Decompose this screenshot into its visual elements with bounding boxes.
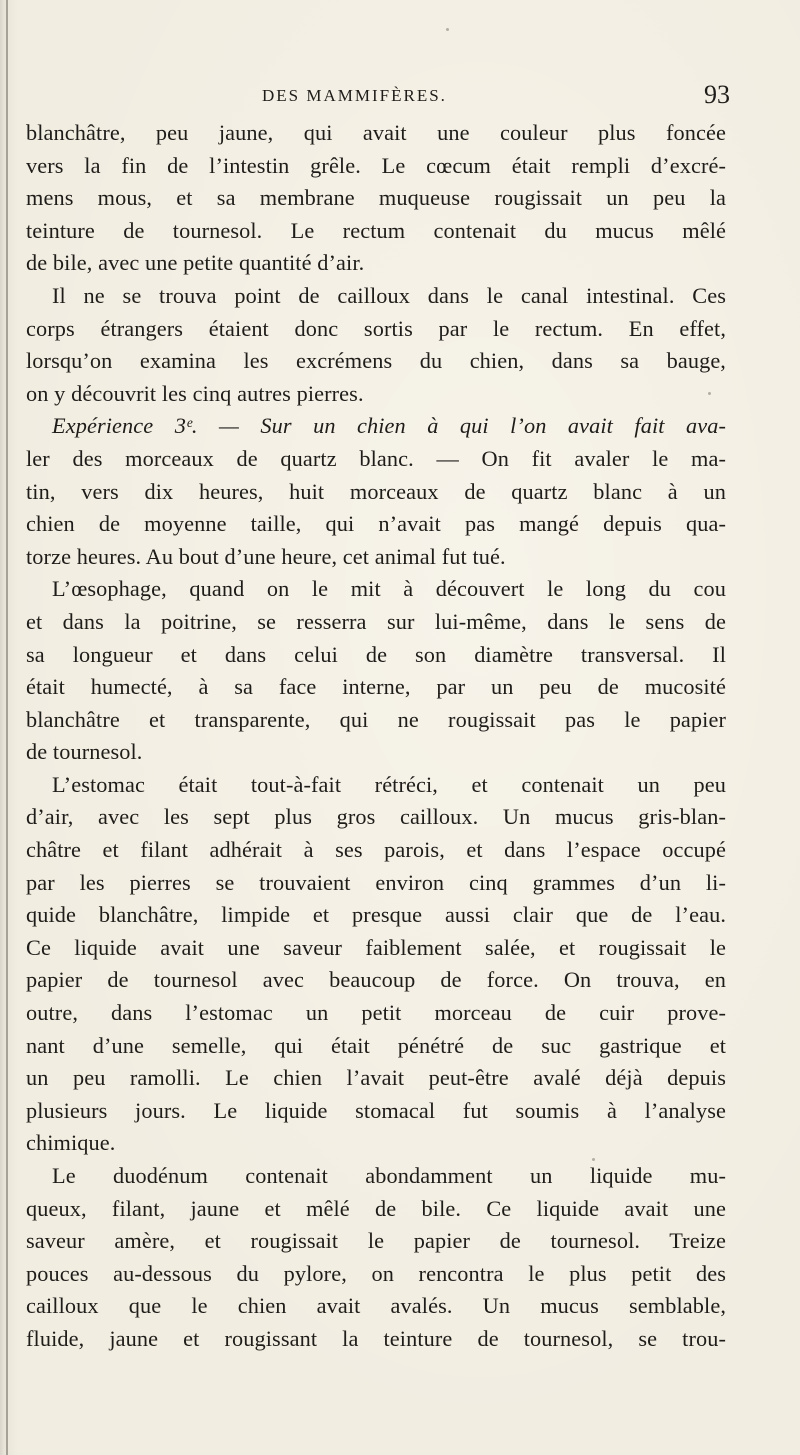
text-line: sa longueur et dans celui de son diamètre transversal. Il <box>26 641 726 667</box>
text-line: plusieurs jours. Le liquide stomacal fut soumis à l’analyse <box>26 1097 726 1123</box>
text-line: L’œsophage, quand on le mit à découvert le long du cou <box>52 576 726 602</box>
text-line: lorsqu’on examina les excrémens du chien, dans sa bauge, <box>26 348 726 374</box>
text-line: et dans la poitrine, se resserra sur lui-même, dans le sens de <box>26 608 726 634</box>
text-line: fluide, jaune et rougissant la teinture de tournesol, se trou- <box>26 1325 726 1351</box>
text-line: pouces au-dessous du pylore, on rencontra le plus petit des <box>26 1260 726 1286</box>
text-line: quide blanchâtre, limpide et presque aussi clair que de l’eau. <box>26 902 726 928</box>
page-number: 93 <box>704 80 730 109</box>
text-line: torze heures. Au bout d’une heure, cet animal fut tué. <box>26 543 506 569</box>
text-line: nant d’une semelle, qui était pénétré de suc gastrique et <box>26 1032 726 1058</box>
text-line: teinture de tournesol. Le rectum contenait du mucus mêlé <box>26 217 726 243</box>
body-text <box>26 117 726 1356</box>
text-line: L’estomac était tout-à-fait rétréci, et contenait un peu <box>52 771 726 797</box>
text-line: queux, filant, jaune et mêlé de bile. Ce liquide avait une <box>26 1195 726 1221</box>
text-line: blanchâtre, peu jaune, qui avait une couleur plus foncée <box>26 120 726 145</box>
text-line: mens mous, et sa membrane muqueuse rougissait un peu la <box>26 185 726 211</box>
text-line: tin, vers dix heures, huit morceaux de quartz blanc à un <box>26 478 726 504</box>
text-line: papier de tournesol avec beaucoup de force. On trouva, en <box>26 967 726 993</box>
text-line: de bile, avec une petite quantité d’air. <box>26 250 365 276</box>
text-line <box>26 410 726 443</box>
text-line: saveur amère, et rougissait le papier de tournesol. Treize <box>26 1228 726 1254</box>
text-line: un peu ramolli. Le chien l’avait peut-être avalé déjà depuis <box>26 1065 726 1091</box>
text-line: chien de moyenne taille, qui n’avait pas mangé depuis qua- <box>26 511 726 537</box>
text-line: de tournesol. <box>26 739 143 765</box>
running-head: DES MAMMIFÈRES. <box>262 86 447 105</box>
text-line: châtre et filant adhérait à ses parois, et dans l’espace occupé <box>26 837 726 863</box>
text-line: était humecté, à sa face interne, par un peu de mucosité <box>26 674 726 700</box>
text-line: blanchâtre et transparente, qui ne rougissait pas le papier <box>26 706 726 732</box>
text-line: on y découvrit les cinq autres pierres. <box>26 380 364 406</box>
binding-edge <box>6 0 8 1455</box>
text-line: corps étrangers étaient donc sortis par le rectum. En effet, <box>26 315 726 341</box>
text-line: d’air, avec les sept plus gros cailloux. Un mucus gris-blan- <box>26 804 726 830</box>
text-line: Ce liquide avait une saveur faiblement salée, et rougissait le <box>26 934 726 960</box>
experiment-heading: Expérience 3ᵉ. — Sur un chien à qui l’on avait fait ava- <box>52 413 726 439</box>
text-line: vers la fin de l’intestin grêle. Le cœcum était rempli d’excré- <box>26 152 726 178</box>
text-line: ler des morceaux de quartz blanc. — On fit avaler le ma- <box>26 445 726 471</box>
text-line: cailloux que le chien avait avalés. Un mucus semblable, <box>26 1293 726 1319</box>
text-line: outre, dans l’estomac un petit morceau de cuir prove- <box>26 1000 726 1026</box>
text-line: chimique. <box>26 1130 116 1156</box>
text-line: Il ne se trouva point de cailloux dans le canal intestinal. Ces <box>52 282 726 308</box>
text-line: Le duodénum contenait abondamment un liquide mu- <box>52 1163 726 1188</box>
page-header <box>0 80 800 120</box>
text-line: par les pierres se trouvaient environ cinq grammes d’un li- <box>26 869 726 895</box>
